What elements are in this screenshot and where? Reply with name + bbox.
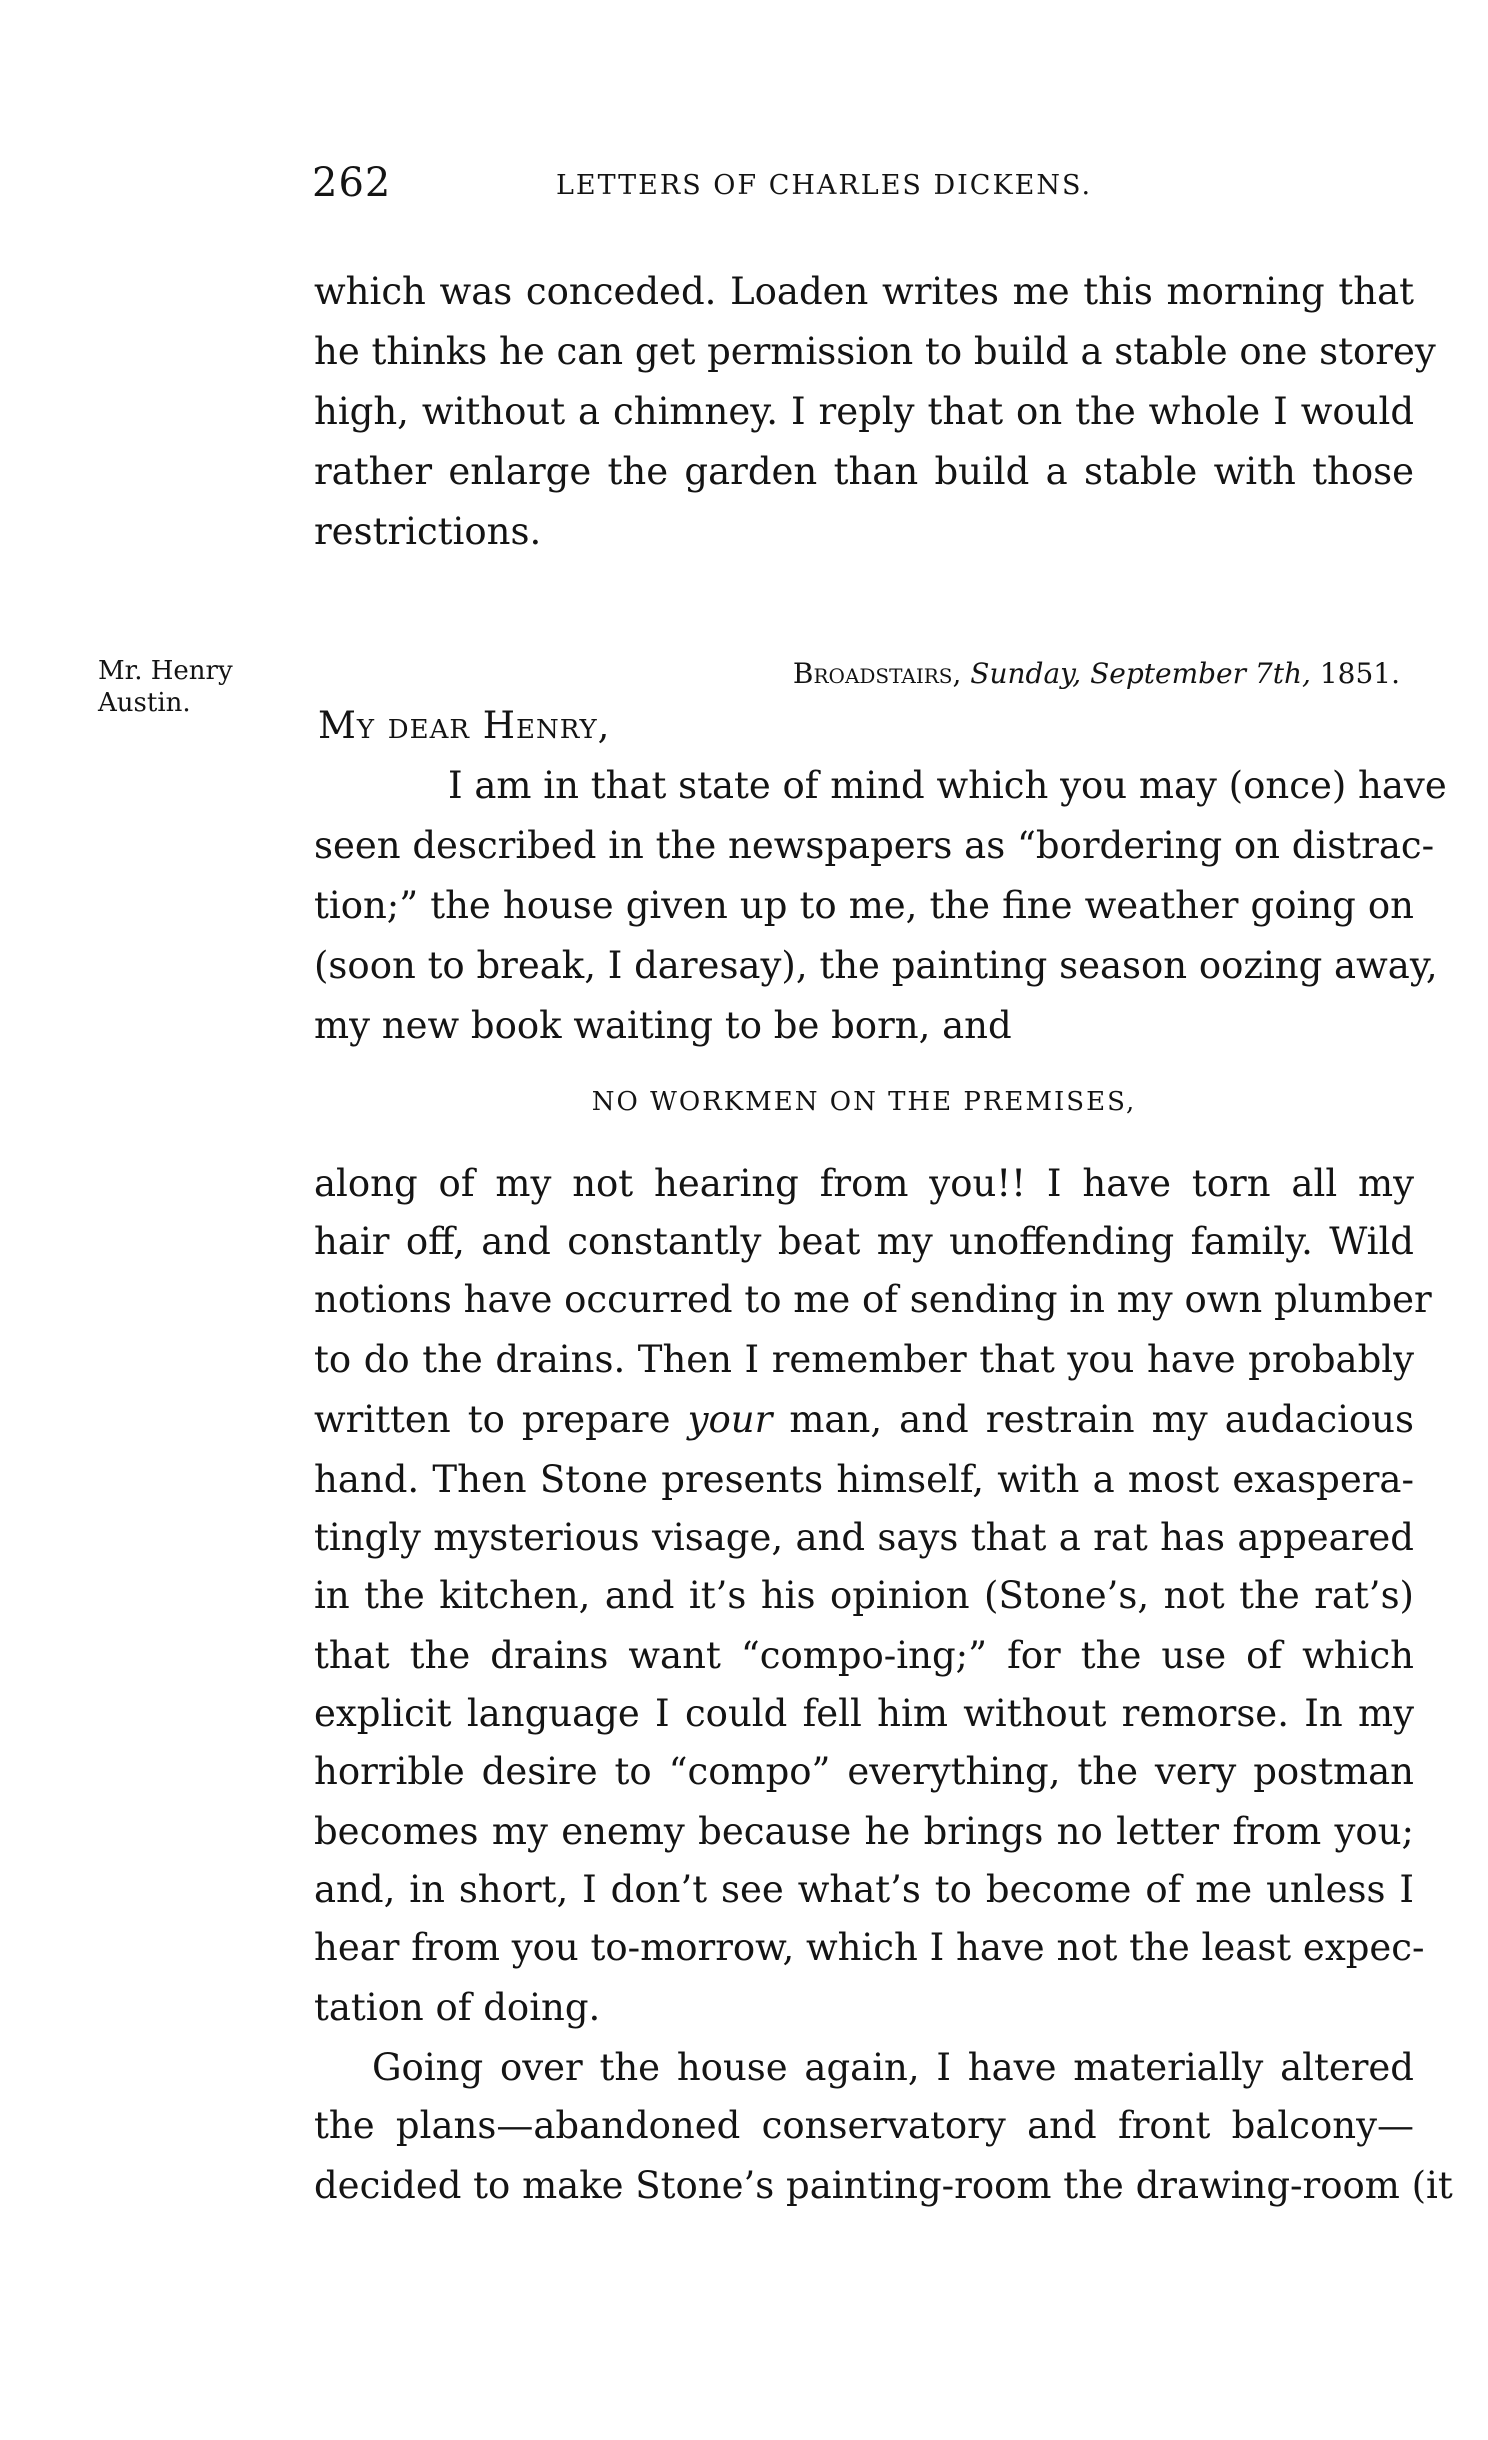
text-line: and, in short, I don’t see what’s to become of me unless I (314, 1868, 1414, 1911)
text-line: horrible desire to “compo” everything, the very postman (314, 1750, 1414, 1793)
text-line: seen described in the newspapers as “bordering on distrac- (314, 824, 1435, 867)
sidenote-line: Mr. Henry (98, 656, 233, 686)
text-line: hear from you to-morrow, which I have not the least expec- (314, 1926, 1425, 1969)
text-line: notions have occurred to me of sending in my own plumber (314, 1278, 1432, 1321)
dateline-year: 1851. (1319, 657, 1400, 690)
letter-dateline (760, 654, 1400, 694)
dateline-place: Broadstairs, (792, 657, 962, 690)
text-line: which was conceded. Loaden writes me this morning that (314, 270, 1414, 313)
text-line: Going over the house again, I have materially altered (372, 2046, 1414, 2089)
text-line: (soon to break, I daresay), the painting season oozing away, (314, 944, 1438, 987)
text-line: tingly mysterious visage, and says that a rat has appeared (314, 1516, 1414, 1559)
dateline-day: Sunday, (970, 657, 1082, 690)
page-number: 262 (312, 160, 392, 206)
text-line: to do the drains. Then I remember that you have probably (314, 1338, 1414, 1381)
text-line: hand. Then Stone presents himself, with a most exaspera- (314, 1458, 1414, 1501)
text-line: explicit language I could fell him without remorse. In my (314, 1692, 1414, 1735)
text-line: rather enlarge the garden than build a stable with those (314, 450, 1414, 493)
salutation: My dear Henry, (318, 704, 611, 747)
text-line: high, without a chimney. I reply that on the whole I would (314, 390, 1414, 433)
dateline-day-number: 7th, (1254, 657, 1311, 690)
text-line: tation of doing. (314, 1986, 601, 2029)
text-line: he thinks he can get permission to build a stable one storey (314, 330, 1436, 373)
text-line: hair off, and constantly beat my unoffending family. Wild (314, 1220, 1414, 1263)
text-line: in the kitchen, and it’s his opinion (Stone’s, not the rat’s) (314, 1574, 1414, 1617)
text-line: tion;” the house given up to me, the fine weather going on (314, 884, 1414, 927)
emphasis-line: NO WORKMEN ON THE PREMISES, (591, 1087, 1137, 1117)
dateline-month: September (1090, 657, 1247, 690)
text-fragment: man, and restrain my audacious (789, 1398, 1414, 1441)
text-line: I am in that state of mind which you may (once) have (448, 764, 1447, 807)
running-title: LETTERS OF CHARLES DICKENS. (556, 170, 1093, 201)
text-line-italic (314, 1390, 1414, 1450)
sidenote-line: Austin. (98, 688, 191, 718)
text-line: decided to make Stone’s painting-room the drawing-room (it (314, 2164, 1453, 2207)
text-line: my new book waiting to be born, and (314, 1004, 1012, 1047)
italic-word: your (687, 1398, 773, 1441)
text-line: becomes my enemy because he brings no letter from you; (314, 1810, 1414, 1853)
text-line: restrictions. (314, 510, 542, 553)
text-fragment: written to prepare (314, 1398, 671, 1441)
text-line: the plans—abandoned conservatory and front balcony— (314, 2104, 1414, 2147)
text-line: along of my not hearing from you!! I have torn all my (314, 1162, 1414, 1205)
text-line: that the drains want “compo-ing;” for the use of which (314, 1634, 1414, 1677)
